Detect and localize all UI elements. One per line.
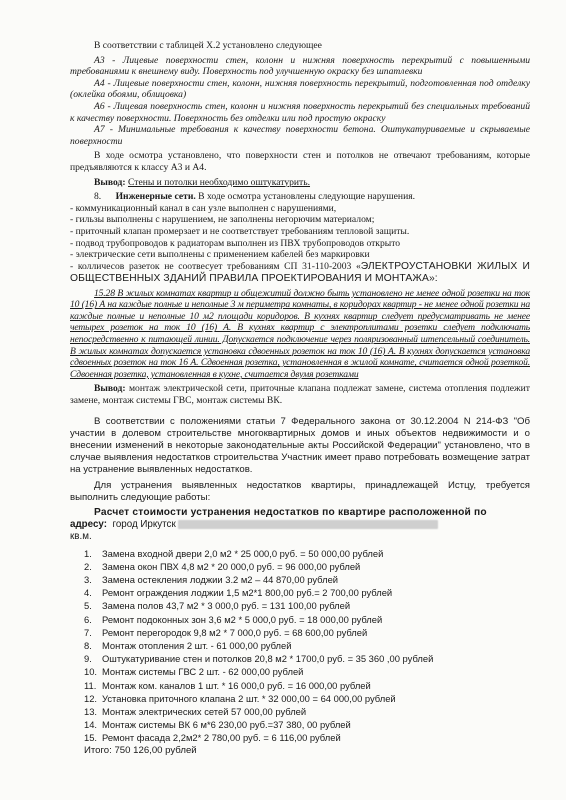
section-title: Инженерные сети. [115,191,196,203]
cost-item: 15. Ремонт фасада 2,2м2* 2 780,00 руб. = 6 116,00 рублей [84,732,341,744]
violation-item: - подвод трубопроводов к радиаторам выполнен из ПВХ трубопроводов открыто [70,237,401,249]
conclusion-label: Вывод: [94,176,126,188]
inspection-text: В ходе осмотра установлено, что поверхности стен и потолков не отвечают требованиям, которые предъявляются к классу А3 и А4. [70,150,530,173]
section-intro: В ходе осмотра установлены следующие нарушения. [198,191,416,203]
sockets-standard-title: ЭЛЕКТРОУСТАНОВКИ ЖИЛЫХ И ОБЩЕСТВЕННЫХ ЗДАНИЙ ПРАВИЛА ПРОЕКТИРОВАНИЯ И МОНТАЖА»: [70,260,530,284]
conclusion-networks [70,383,530,406]
address-city: город Иркутск [112,518,176,530]
cost-item: 6. Ремонт подоконных зон 3,6 м2 * 5 000,0 руб. = 18 000,00 рублей [84,613,383,625]
section-8-heading [70,191,530,203]
section-number: 8. [94,191,102,203]
standard-quote: 15.28 В жилых комнатах квартир и общежитий должно быть установлено не менее одной розетки на ток 10 (16) А на каждые полные и неполные 3 м периметра комнаты, в коридорах квартир - не менее одной розетки на каждые полные и неполные 10 м2 площади коридоров. В кухнях квартир следует предусматривать не менее четырех розеток на ток 10 (16) А. В кухнях квартир с электроплитами розетки следует подключать непосредственно к питающей линии. Допускается подключение через поляризованный штепсельный соединитель. В жилых комнатах допускается установка сдвоенных розеток на ток 10 (16) А. В кухнях допускается установка сдвоенных розеток на ток 16 А. Сдвоенная розетка, установленная в жилой комнате, считается одной розеткой. Сдвоенная розетка, установленная в кухне, считается двумя розетками [70,287,530,380]
works-intro: Для устранения выявленных недостатков квартиры, принадлежащей Истцу, требуется выполнить следующие работы: [70,479,530,503]
violation-item: - электрические сети выполнены с применением кабелей без маркировки [70,249,370,261]
cost-list [70,547,530,745]
class-a4: А4 - Лицевые поверхности стен, колонн, нижняя поверхность перекрытий, подготовленная под отделку (оклейка обоями, облицовка) [70,77,530,101]
violation-item: - гильзы выполнены с нарушением, не заполнены негорючим материалом; [70,214,375,226]
sockets-prefix: - колличесов разеток не соотвесует требованиям СП 31-110-2003 « [70,260,361,272]
address-redaction [178,520,438,529]
sockets-violation [70,261,530,285]
class-a7: А7 - Минимальные требования к качеству поверхности бетона. Оштукатуриваемые и скрываемые поверхности [70,124,530,147]
cost-item: 5. Замена полов 43,7 м2 * 3 000,0 руб. = 131 100,00 рублей [84,600,351,612]
cost-item: 9. Оштукатуривание стен и потолков 20,8 м2 * 1700,0 руб. = 35 360 ,00 рублей [84,653,434,665]
cost-item: 13. Монтаж электрических сетей 57 000,00 рублей [84,706,307,718]
calc-title: Расчет стоимости устранения недостатков по квартире расположенной по [94,507,487,519]
address-tail: кв.м. [70,530,92,542]
class-a6: А6 - Лицевая поверхность стен, колонн и нижняя поверхность перекрытий без специальных требований к качеству поверхности. Поверхность без отделки или под простую окраску [70,100,530,124]
cost-item: 2. Замена окон ПВХ 4,8 м2 * 20 000,0 руб. = 96 000,00 рублей [84,560,361,572]
cost-item: 7. Ремонт перегородок 9,8 м2 * 7 000,0 руб. = 68 600,00 рублей [84,626,368,638]
cost-item: 12. Установка приточного клапана 2 шт. * 32 000,00 = 64 000,00 рублей [84,692,396,704]
conclusion-label: Вывод: [94,383,126,395]
cost-item: 1. Замена входной двери 2,0 м2 * 25 000,0 руб. = 50 000,00 рублей [84,547,384,559]
cost-item: 10. Монтаж системы ГВС 2 шт. - 62 000,00 рублей [84,666,304,678]
class-a3: А3 - Лицевые поверхности стен, колонн и нижняя поверхность перекрытий с повышенными требованиями к внешнему виду. Поверхность под улучшенную окраску без шпатлевки [70,54,530,78]
violation-item: - коммуникационный канал в сан узле выполнен с нарушениями, [70,202,337,214]
conclusion-text: монтаж электрической сети, приточные клапана подлежат замене, система отопления подлежит замене, монтаж системы ГВС, монтаж системы ВК. [70,383,530,407]
violation-item: - приточный клапан промерзает и не соответствует требованиям тепловой защиты. [70,225,410,237]
intro-line: В соответствии с таблицей Х.2 установлено следующее [94,40,322,51]
cost-item: 11. Монтаж ком. каналов 1 шт. * 16 000,0 руб. = 16 000,00 рублей [84,679,371,691]
conclusion-text: Стены и потолки необходимо оштукатурить. [127,176,311,188]
cost-item: 4. Ремонт ограждения лоджии 1,5 м2*1 800,00 руб.= 2 700,00 рублей [84,587,393,599]
address-line [70,519,530,531]
cost-item: 3. Замена остекления лоджии 3.2 м2 – 44 870,00 рублей [84,574,339,586]
cost-item: 14. Монтаж системы ВК 6 м*6 230,00 руб.=37 380, 00 рублей [84,719,351,731]
address-label: адресу: [70,518,108,530]
total-line: Итого: 750 126,00 рублей [84,744,197,756]
conclusion-walls [70,177,530,189]
cost-item: 8. Монтаж отопления 2 шт. - 61 000,00 рублей [84,640,292,652]
law-paragraph: В соответствии с положениями статьи 7 Федерального закона от 30.12.2004 N 214-ФЗ "Об участии в долевом строительстве многоквартирных домов и иных объектов недвижимости и о внесении изменений в некоторые законодательные акты Российской Федерации" установлено, что в случае выявления недостатков строительства Участник имеет право потребовать возмещение затрат на устранение выявленных недостатков. [70,415,530,476]
